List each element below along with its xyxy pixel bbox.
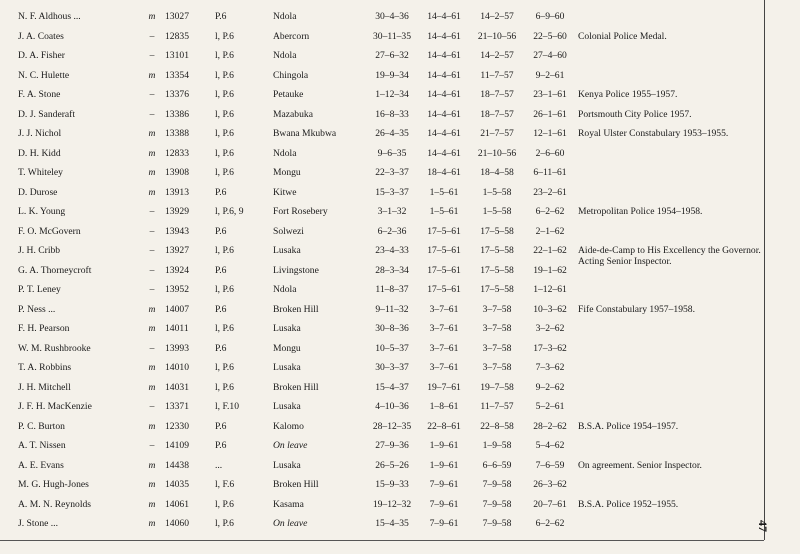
date-2: 17–5–58 (480, 245, 514, 256)
date-3: 28–2–62 (533, 420, 567, 432)
service-number: 13386 (165, 108, 189, 120)
date-2: 17–5–58 (480, 284, 514, 295)
date-1: 1–8–61 (429, 401, 459, 412)
rank-grade: P.6 (215, 420, 227, 432)
station: Kasama (273, 498, 304, 510)
marital-status: – (149, 108, 155, 120)
service-number: 13101 (165, 50, 189, 61)
marital-status: m (148, 479, 156, 490)
rank-grade: l, F.6 (215, 479, 235, 490)
date-1: 22–8–61 (427, 420, 461, 432)
marital-status: m (148, 11, 156, 22)
station: Ndola (273, 11, 297, 22)
marital-status: m (148, 167, 156, 178)
remarks: Aide-de-Camp to His Excellency the Governor. Acting Senior Inspector. (578, 245, 761, 267)
date-1: 3–7–61 (429, 342, 459, 354)
date-2: 14–2–57 (480, 50, 514, 61)
station: Mongu (273, 167, 301, 178)
station: On leave (273, 440, 308, 451)
table-row (0, 46, 764, 66)
marital-status: m (148, 459, 156, 471)
date-2: 17–5–58 (480, 264, 514, 276)
date-2: 3–7–58 (482, 342, 512, 354)
officer-name: J. H. Cribb (18, 245, 61, 256)
date-3: 20–7–61 (533, 498, 567, 510)
date-2: 18–4–58 (480, 167, 514, 178)
rank-grade: ... (215, 459, 223, 471)
date-3: 26–3–62 (533, 479, 567, 490)
date-2: 11–7–57 (480, 69, 514, 81)
table-row (0, 436, 764, 456)
date-3: 6–2–62 (535, 518, 565, 529)
station: Broken Hill (273, 381, 319, 393)
officer-name: J. F. H. MacKenzie (18, 401, 92, 412)
date-2: 1–5–58 (482, 186, 512, 198)
station: Lusaka (273, 401, 301, 412)
marital-status: – (149, 342, 155, 354)
station: Kitwe (273, 186, 297, 198)
table-row (0, 378, 764, 398)
officer-name: J. J. Nichol (18, 128, 62, 139)
service-number: 14109 (165, 440, 189, 451)
date-of-birth: 26–4–35 (375, 128, 409, 139)
rank-grade: l, P.6 (215, 69, 234, 81)
date-3: 6–2–62 (535, 206, 565, 217)
table-row (0, 300, 764, 320)
date-2: 17–5–58 (480, 225, 514, 237)
table-row (0, 495, 764, 515)
table-row (0, 85, 764, 105)
date-1: 1–5–61 (429, 186, 459, 198)
table-row (0, 319, 764, 339)
date-3: 22–5–60 (533, 30, 567, 42)
remarks: Fife Constabulary 1957–1958. (578, 303, 695, 315)
rank-grade: l, P.6 (215, 498, 234, 510)
date-3: 7–6–59 (535, 459, 565, 471)
service-number: 13927 (165, 245, 189, 256)
station: Ndola (273, 50, 297, 61)
rank-grade: P.6 (215, 264, 227, 276)
officer-name: P. C. Burton (18, 420, 65, 432)
date-3: 9–2–62 (535, 381, 565, 393)
service-number: 12330 (165, 420, 189, 432)
date-1: 14–4–61 (427, 30, 461, 42)
service-number: 13993 (165, 342, 189, 354)
date-2: 21–7–57 (480, 128, 514, 139)
station: Petauke (273, 89, 304, 100)
date-1: 1–9–61 (429, 459, 459, 471)
date-of-birth: 28–12–35 (372, 420, 412, 432)
marital-status: – (149, 401, 155, 412)
date-3: 19–1–62 (533, 264, 567, 276)
station: Lusaka (273, 459, 301, 471)
date-2: 1–5–58 (482, 206, 512, 217)
table-row (0, 105, 764, 125)
date-1: 1–9–61 (429, 440, 459, 451)
rank-grade: l, P.6 (215, 323, 234, 334)
station: Lusaka (273, 362, 301, 373)
table-row (0, 163, 764, 183)
date-2: 18–7–57 (480, 108, 514, 120)
marital-status: m (148, 303, 156, 315)
table-row (0, 475, 764, 495)
service-number: 13913 (165, 186, 189, 198)
station: Ndola (273, 284, 297, 295)
date-1: 17–5–61 (427, 284, 461, 295)
marital-status: – (149, 89, 155, 100)
station: Lusaka (273, 323, 301, 334)
page-bottom-rule (0, 540, 764, 541)
marital-status: m (148, 147, 156, 159)
date-2: 19–7–58 (480, 381, 514, 393)
rank-grade: l, P.6 (215, 30, 234, 42)
marital-status: m (148, 420, 156, 432)
marital-status: – (149, 206, 155, 217)
date-3: 6–11–61 (533, 167, 567, 178)
station: Chingola (273, 69, 309, 81)
service-number: 14035 (165, 479, 189, 490)
officer-name: W. M. Rushbrooke (18, 342, 91, 354)
date-2: 7–9–58 (482, 479, 512, 490)
remarks: B.S.A. Police 1952–1955. (578, 498, 679, 510)
date-3: 6–9–60 (535, 11, 565, 22)
rank-grade: P.6 (215, 225, 227, 237)
marital-status: m (148, 323, 156, 334)
marital-status: m (148, 362, 156, 373)
date-of-birth: 4–10–36 (375, 401, 409, 412)
service-number: 13027 (165, 11, 189, 22)
marital-status: – (149, 284, 155, 295)
remarks: Colonial Police Medal. (578, 30, 667, 42)
date-of-birth: 15–9–33 (375, 479, 409, 490)
station: On leave (273, 518, 308, 529)
service-number: 13943 (165, 225, 189, 237)
officer-name: F. A. Stone (18, 89, 61, 100)
date-2: 1–9–58 (482, 440, 512, 451)
rank-grade: l, P.6, 9 (215, 206, 244, 217)
station: Ndola (273, 147, 297, 159)
rank-grade: l, P.6 (215, 245, 234, 256)
marital-status: m (148, 518, 156, 529)
date-1: 14–4–61 (427, 147, 461, 159)
date-2: 7–9–58 (482, 518, 512, 529)
table-row (0, 66, 764, 86)
table-row (0, 358, 764, 378)
officer-name: N. C. Hulette (18, 69, 70, 81)
officer-name: L. K. Young (18, 206, 66, 217)
date-2: 3–7–58 (482, 303, 512, 315)
officer-name: M. G. Hugh-Jones (18, 479, 89, 490)
marital-status: – (149, 50, 155, 61)
date-3: 7–3–62 (535, 362, 565, 373)
rank-grade: l, P.6 (215, 108, 234, 120)
date-3: 22–1–62 (533, 245, 567, 256)
remarks: On agreement. Senior Inspector. (578, 459, 702, 471)
table-row (0, 339, 764, 359)
date-of-birth: 30–8–36 (375, 323, 409, 334)
date-1: 14–4–61 (427, 89, 461, 100)
date-1: 17–5–61 (427, 245, 461, 256)
date-3: 2–1–62 (535, 225, 565, 237)
date-1: 17–5–61 (427, 225, 461, 237)
table-row (0, 202, 764, 222)
table-row (0, 27, 764, 47)
date-1: 14–4–61 (427, 128, 461, 139)
date-2: 3–7–58 (482, 362, 512, 373)
date-2: 7–9–58 (482, 498, 512, 510)
marital-status: m (148, 128, 156, 139)
date-of-birth: 1–12–34 (375, 89, 409, 100)
rank-grade: l, P.6 (215, 147, 234, 159)
service-number: 13929 (165, 206, 189, 217)
service-number: 14007 (165, 303, 189, 315)
rank-grade: P.6 (215, 342, 227, 354)
date-1: 3–7–61 (429, 303, 459, 315)
date-3: 12–1–61 (533, 128, 567, 139)
service-number: 14060 (165, 518, 189, 529)
date-of-birth: 30–4–36 (375, 11, 409, 22)
date-1: 14–4–61 (427, 108, 461, 120)
station: Mazabuka (273, 108, 313, 120)
station: Fort Rosebery (273, 206, 328, 217)
date-of-birth: 3–1–32 (377, 206, 407, 217)
service-number: 14061 (165, 498, 189, 510)
date-3: 5–2–61 (535, 401, 565, 412)
remarks: Royal Ulster Constabulary 1953–1955. (578, 128, 729, 139)
service-number: 14011 (165, 323, 189, 334)
officer-name: T. A. Robbins (18, 362, 72, 373)
officer-name: D. H. Kidd (18, 147, 61, 159)
date-3: 26–1–61 (533, 108, 567, 120)
table-row (0, 397, 764, 417)
officer-name: P. T. Leney (18, 284, 61, 295)
date-of-birth: 11–8–37 (375, 284, 409, 295)
marital-status: – (149, 264, 155, 276)
officer-name: J. Stone ... (18, 518, 58, 529)
date-1: 14–4–61 (427, 69, 461, 81)
marital-status: – (149, 30, 155, 42)
date-2: 22–8–58 (480, 420, 514, 432)
officer-name: P. Ness ... (18, 303, 56, 315)
date-3: 23–2–61 (533, 186, 567, 198)
date-1: 17–5–61 (427, 264, 461, 276)
date-1: 14–4–61 (427, 50, 461, 61)
table-row (0, 183, 764, 203)
date-2: 14–2–57 (480, 11, 514, 22)
marital-status: – (149, 225, 155, 237)
marital-status: m (148, 498, 156, 510)
station: Abercorn (273, 30, 310, 42)
date-of-birth: 27–9–36 (375, 440, 409, 451)
service-number: 13924 (165, 264, 189, 276)
service-number: 13388 (165, 128, 189, 139)
service-number: 14438 (165, 459, 189, 471)
rank-grade: l, P.6 (215, 89, 234, 100)
date-1: 7–9–61 (429, 518, 459, 529)
date-of-birth: 30–11–35 (372, 30, 412, 42)
station: Lusaka (273, 245, 301, 256)
officer-name: D. A. Fisher (18, 50, 65, 61)
rank-grade: l, P.6 (215, 167, 234, 178)
officer-name: A. T. Nissen (18, 440, 66, 451)
rank-grade: l, P.6 (215, 381, 234, 393)
service-number: 13952 (165, 284, 189, 295)
rank-grade: l, P.6 (215, 518, 234, 529)
officer-name: F. H. Pearson (18, 323, 70, 334)
rank-grade: l, P.6 (215, 128, 234, 139)
date-1: 1–5–61 (429, 206, 459, 217)
marital-status: m (148, 186, 156, 198)
date-of-birth: 16–8–33 (375, 108, 409, 120)
date-of-birth: 15–3–37 (375, 186, 409, 198)
rank-grade: P.6 (215, 303, 227, 315)
date-of-birth: 28–3–34 (375, 264, 409, 276)
service-number: 12835 (165, 30, 189, 42)
date-3: 3–2–62 (535, 323, 565, 334)
station: Broken Hill (273, 479, 319, 490)
table-row (0, 144, 764, 164)
service-number: 14031 (165, 381, 189, 393)
date-1: 3–7–61 (429, 323, 459, 334)
rank-grade: P.6 (215, 186, 227, 198)
rank-grade: l, P.6 (215, 50, 234, 61)
date-of-birth: 19–9–34 (375, 69, 409, 81)
officer-name: G. A. Thorneycroft (18, 264, 92, 276)
remarks: Portsmouth City Police 1957. (578, 108, 692, 120)
date-of-birth: 19–12–32 (372, 498, 412, 510)
officer-name: J. A. Coates (18, 30, 64, 42)
date-3: 10–3–62 (533, 303, 567, 315)
service-number: 14010 (165, 362, 189, 373)
date-of-birth: 9–6–35 (377, 147, 407, 159)
date-of-birth: 26–5–26 (375, 459, 409, 471)
table-row (0, 7, 764, 27)
date-of-birth: 10–5–37 (375, 342, 409, 354)
table-row (0, 124, 764, 144)
rank-grade: l, F.10 (215, 401, 240, 412)
remarks: Kenya Police 1955–1957. (578, 89, 678, 100)
table-row (0, 514, 764, 534)
marital-status: m (148, 69, 156, 81)
date-3: 2–6–60 (535, 147, 565, 159)
page-number: 47 (756, 520, 770, 532)
station: Bwana Mkubwa (273, 128, 337, 139)
officer-name: D. J. Sanderaft (18, 108, 76, 120)
date-of-birth: 9–11–32 (375, 303, 409, 315)
date-3: 27–4–60 (533, 50, 567, 61)
date-of-birth: 27–6–32 (375, 50, 409, 61)
officer-name: A. M. N. Reynolds (18, 498, 92, 510)
officer-name: J. H. Mitchell (18, 381, 71, 393)
date-of-birth: 6–2–36 (377, 225, 407, 237)
date-of-birth: 15–4–37 (375, 381, 409, 393)
date-3: 23–1–61 (533, 89, 567, 100)
date-of-birth: 23–4–33 (375, 245, 409, 256)
officer-name: F. O. McGovern (18, 225, 81, 237)
table-row (0, 280, 764, 300)
rank-grade: l, P.6 (215, 284, 234, 295)
date-of-birth: 30–3–37 (375, 362, 409, 373)
rank-grade: P.6 (215, 440, 227, 451)
date-3: 5–4–62 (535, 440, 565, 451)
station: Kalomo (273, 420, 304, 432)
date-3: 9–2–61 (535, 69, 565, 81)
date-1: 14–4–61 (427, 11, 461, 22)
date-2: 3–7–58 (482, 323, 512, 334)
service-number: 13376 (165, 89, 189, 100)
station: Livingstone (273, 264, 319, 276)
officer-name: T. Whiteley (18, 167, 63, 178)
service-number: 13908 (165, 167, 189, 178)
officer-name: D. Durose (18, 186, 58, 198)
service-number: 13371 (165, 401, 189, 412)
station: Broken Hill (273, 303, 319, 315)
date-1: 7–9–61 (429, 479, 459, 490)
date-2: 18–7–57 (480, 89, 514, 100)
date-1: 19–7–61 (427, 381, 461, 393)
date-3: 1–12–61 (533, 284, 567, 295)
date-2: 21–10–56 (477, 147, 517, 159)
date-3: 17–3–62 (533, 342, 567, 354)
marital-status: m (148, 381, 156, 393)
date-of-birth: 15–4–35 (375, 518, 409, 529)
service-number: 12833 (165, 147, 189, 159)
remarks: Metropolitan Police 1954–1958. (578, 206, 703, 217)
rank-grade: l, P.6 (215, 362, 234, 373)
date-2: 6–6–59 (482, 459, 512, 471)
date-1: 18–4–61 (427, 167, 461, 178)
officer-name: A. E. Evans (18, 459, 64, 471)
table-row (0, 241, 764, 267)
date-1: 7–9–61 (429, 498, 459, 510)
table-row (0, 417, 764, 437)
date-2: 21–10–56 (477, 30, 517, 42)
page-edge-rule (764, 0, 765, 540)
date-of-birth: 22–3–37 (375, 167, 409, 178)
table-row (0, 456, 764, 476)
service-number: 13354 (165, 69, 189, 81)
marital-status: – (149, 245, 155, 256)
station: Solwezi (273, 225, 304, 237)
rank-grade: P.6 (215, 11, 227, 22)
officer-name: N. F. Aldhous ... (18, 11, 81, 22)
station: Mongu (273, 342, 301, 354)
date-1: 3–7–61 (429, 362, 459, 373)
table-row (0, 261, 764, 281)
marital-status: – (149, 440, 155, 451)
table-row (0, 222, 764, 242)
remarks: B.S.A. Police 1954–1957. (578, 420, 679, 432)
date-2: 11–7–57 (480, 401, 514, 412)
